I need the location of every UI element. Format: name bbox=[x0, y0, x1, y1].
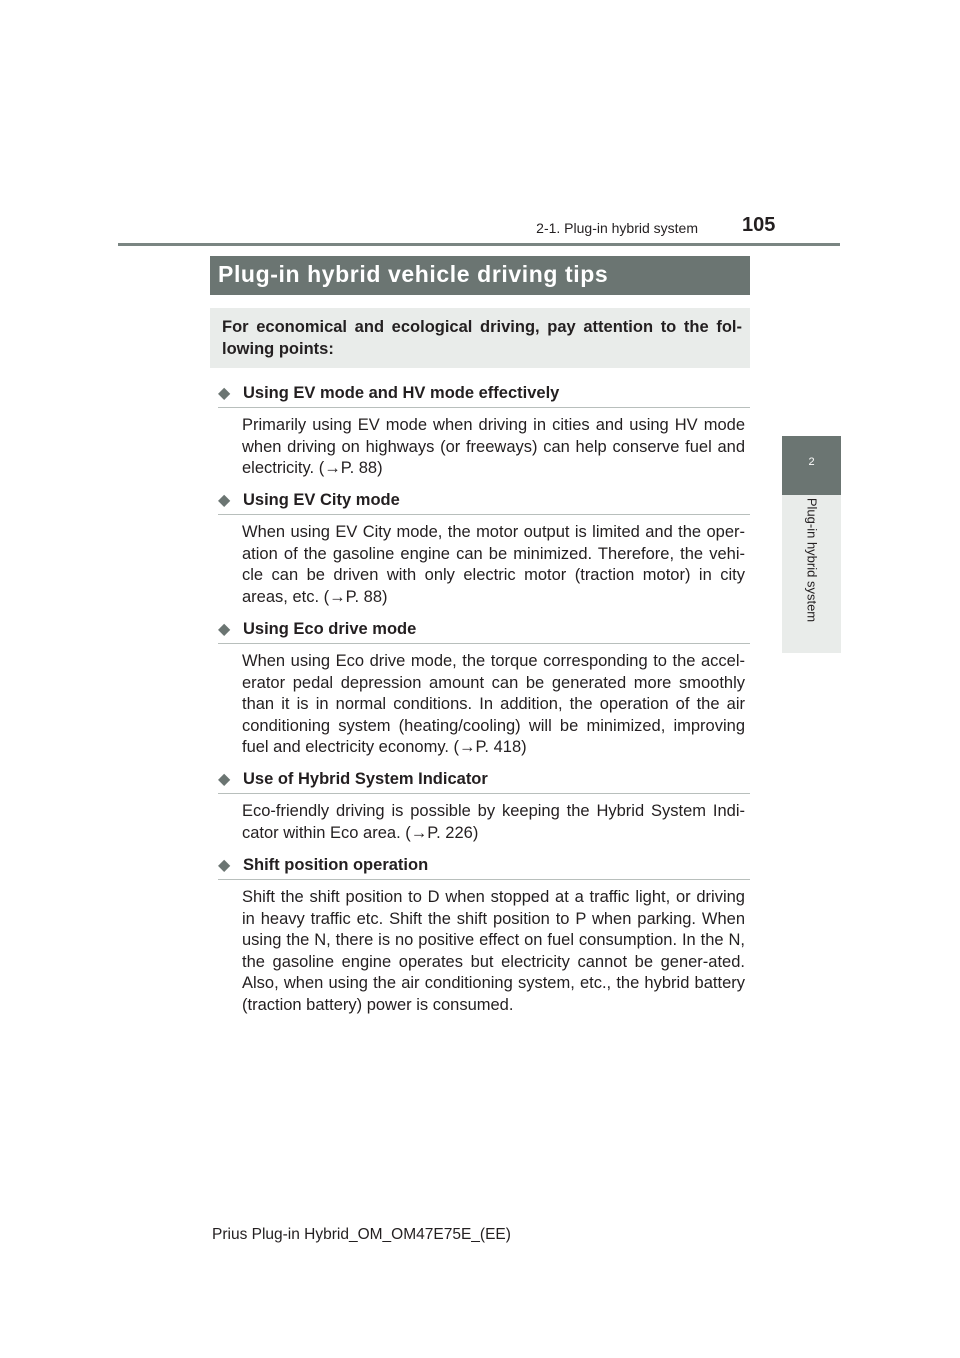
section-body: Primarily using EV mode when driving in cities and using HV mode when driving on highways (or freeways) can help conserve fuel and electricity. (→P. 88) bbox=[242, 416, 745, 478]
section-title: Using EV City mode bbox=[243, 491, 400, 509]
header-section-title: 2-1. Plug-in hybrid system bbox=[536, 220, 698, 236]
section-title: Using EV mode and HV mode effectively bbox=[243, 384, 560, 402]
section-body: When using EV City mode, the motor output is limited and the oper-ation of the gasoline engine can be minimized. Therefore, the vehi-cle can be driven with only electric motor (traction motor) in city areas, etc. (→P. 88) bbox=[242, 523, 745, 606]
section-heading bbox=[218, 490, 750, 515]
diamond-bullet-icon: ◆ bbox=[218, 385, 231, 402]
diamond-bullet-icon: ◆ bbox=[218, 621, 231, 638]
chapter-tab bbox=[782, 436, 841, 495]
section-body: When using Eco drive mode, the torque corresponding to the accel-erator pedal depression amount can be generated more smoothly than it is in normal conditions. In addition, the operation of the air conditioning system (heating/cooling) will be minimized, improving fuel and electricity economy. (→P. 418) bbox=[242, 652, 745, 757]
section-title: Shift position operation bbox=[243, 856, 429, 874]
chapter-label: Plug-in hybrid system bbox=[804, 497, 820, 623]
section-heading bbox=[218, 383, 750, 408]
diamond-bullet-icon: ◆ bbox=[218, 492, 231, 509]
diamond-bullet-icon: ◆ bbox=[218, 771, 231, 788]
section-heading bbox=[218, 855, 750, 880]
footer-document-id: Prius Plug-in Hybrid_OM_OM47E75E_(EE) bbox=[212, 1226, 511, 1243]
intro-box bbox=[210, 308, 750, 368]
diamond-bullet-icon: ◆ bbox=[218, 857, 231, 874]
page-title: Plug-in hybrid vehicle driving tips bbox=[218, 261, 609, 287]
section-heading bbox=[218, 769, 750, 794]
chapter-number: 2 bbox=[808, 456, 815, 468]
section-body: Shift the shift position to D when stopped at a traffic light, or driving in heavy traffic etc. Shift the shift position to P when parking. When using the N, there is no positive effect on fuel consumption. In the N, the gasoline engine operates but electricity cannot be gener-ated. Also, when using the air conditioning system, etc., the hybrid battery (traction battery) power is consumed. bbox=[242, 888, 745, 1014]
section-title: Using Eco drive mode bbox=[243, 620, 417, 638]
section-body: Eco-friendly driving is possible by keeping the Hybrid System Indi-cator within Eco area. (→P. 226) bbox=[242, 802, 745, 842]
page-title-bar bbox=[210, 256, 750, 295]
header-divider bbox=[118, 243, 840, 246]
page-number: 105 bbox=[742, 214, 776, 236]
intro-text: For economical and ecological driving, pay attention to the fol-lowing points: bbox=[222, 318, 742, 358]
section-title: Use of Hybrid System Indicator bbox=[243, 770, 488, 788]
section-heading bbox=[218, 619, 750, 644]
